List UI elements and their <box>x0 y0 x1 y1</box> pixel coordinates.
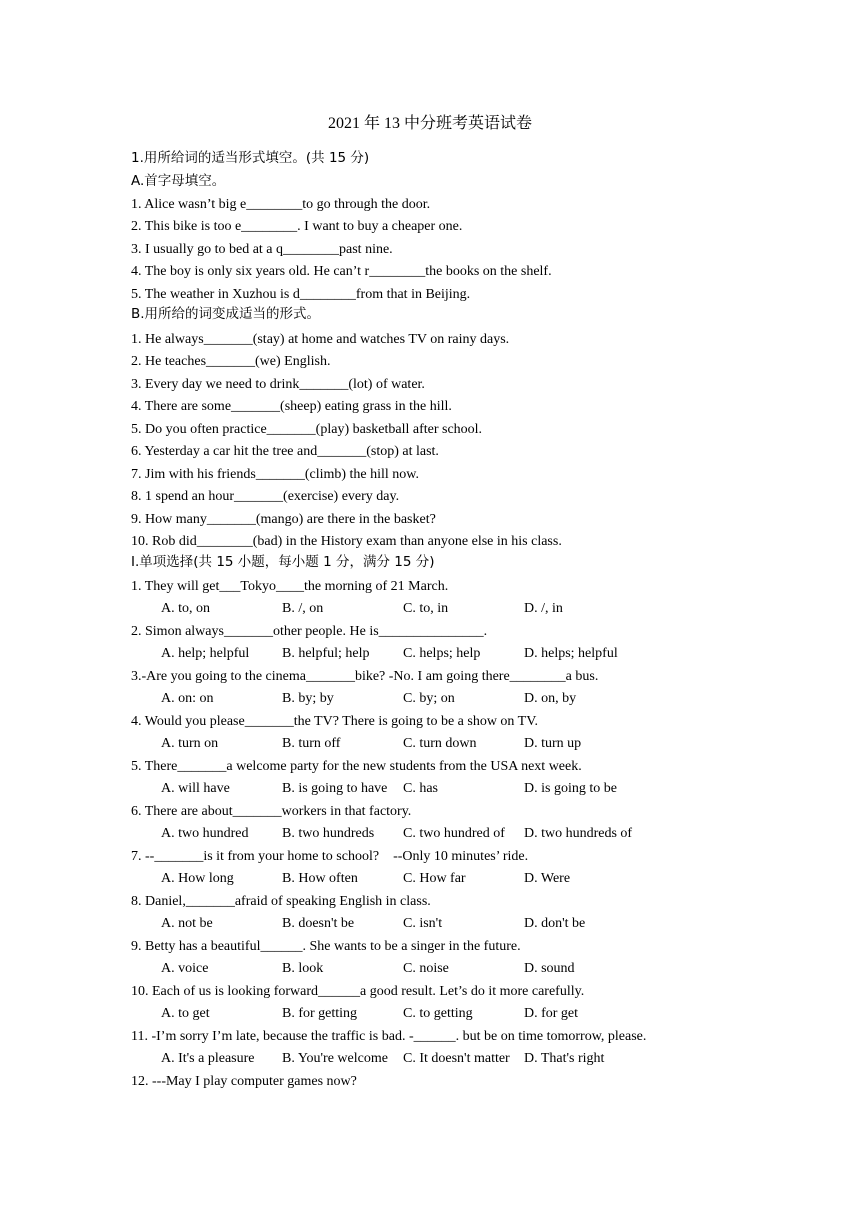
question-5: 5. There_______a welcome party for the new students from the USA next week. <box>131 759 582 774</box>
question-8: 8. Daniel,_______afraid of speaking English in class. <box>131 894 431 909</box>
b-item-2: 2. He teaches_______(we) English. <box>131 354 331 369</box>
q4-option-b: B. turn off <box>282 736 341 751</box>
q2-option-d: D. helps; helpful <box>524 646 618 661</box>
b-item-5: 5. Do you often practice_______(play) basketball after school. <box>131 422 483 437</box>
b-item-9: 9. How many_______(mango) are there in the basket? <box>131 512 436 527</box>
a-item-1: 1. Alice wasn’t big e________to go through the door. <box>131 197 431 212</box>
q5-option-d: D. is going to be <box>524 781 617 796</box>
q4-option-d: D. turn up <box>524 736 582 751</box>
question-12: 12. ---May I play computer games now? <box>131 1074 357 1089</box>
b-item-8: 8. 1 spend an hour_______(exercise) every day. <box>131 489 400 504</box>
q2-option-c: C. helps; help <box>403 646 481 661</box>
part1-heading: 1.用所给词的适当形式填空。(共 15 分) <box>131 150 370 166</box>
q5-option-c: C. has <box>403 781 438 796</box>
q8-option-c: C. isn't <box>403 916 443 931</box>
q7-option-d: D. Were <box>524 871 571 886</box>
q7-option-a: A. How long <box>161 871 234 886</box>
q3-option-c: C. by; on <box>403 691 455 706</box>
a-item-5: 5. The weather in Xuzhou is d________from that in Beijing. <box>131 287 471 302</box>
q11-option-a: A. It's a pleasure <box>161 1051 255 1066</box>
part1-a-heading: A.首字母填空。 <box>131 173 226 189</box>
b-item-10: 10. Rob did________(bad) in the History exam than anyone else in his class. <box>131 534 562 549</box>
q11-option-c: C. It doesn't matter <box>403 1051 510 1066</box>
q2-option-a: A. help; helpful <box>161 646 250 661</box>
q5-option-a: A. will have <box>161 781 230 796</box>
q6-option-a: A. two hundred <box>161 826 249 841</box>
q1-option-d: D. /, in <box>524 601 563 616</box>
q1-option-b: B. /, on <box>282 601 324 616</box>
q11-option-b: B. You're welcome <box>282 1051 388 1066</box>
b-item-3: 3. Every day we need to drink_______(lot) of water. <box>131 377 425 392</box>
part2-heading: I.单项选择(共 15 小题，每小题 1 分，满分 15 分) <box>131 554 435 570</box>
question-7: 7. --_______is it from your home to school? --Only 10 minutes’ ride. <box>131 849 529 864</box>
question-9: 9. Betty has a beautiful______. She wants to be a singer in the future. <box>131 939 521 954</box>
a-item-2: 2. This bike is too e________. I want to buy a cheaper one. <box>131 219 463 234</box>
b-item-1: 1. He always_______(stay) at home and watches TV on rainy days. <box>131 332 510 347</box>
question-1: 1. They will get___Tokyo____the morning of 21 March. <box>131 579 449 594</box>
q8-option-a: A. not be <box>161 916 213 931</box>
b-item-7: 7. Jim with his friends_______(climb) the hill now. <box>131 467 420 482</box>
part1-b-heading: B.用所给的词变成适当的形式。 <box>131 306 321 322</box>
q8-option-b: B. doesn't be <box>282 916 355 931</box>
q9-option-d: D. sound <box>524 961 575 976</box>
b-item-6: 6. Yesterday a car hit the tree and_______(stop) at last. <box>131 444 439 459</box>
q9-option-b: B. look <box>282 961 324 976</box>
q11-option-d: D. That's right <box>524 1051 605 1066</box>
q10-option-c: C. to getting <box>403 1006 473 1021</box>
q7-option-c: C. How far <box>403 871 466 886</box>
q6-option-c: C. two hundred of <box>403 826 505 841</box>
q6-option-d: D. two hundreds of <box>524 826 633 841</box>
q6-option-b: B. two hundreds <box>282 826 375 841</box>
q3-option-a: A. on: on <box>161 691 214 706</box>
q2-option-b: B. helpful; help <box>282 646 370 661</box>
a-item-4: 4. The boy is only six years old. He can’t r________the books on the shelf. <box>131 264 552 279</box>
question-2: 2. Simon always_______other people. He is_______________. <box>131 624 488 639</box>
q4-option-c: C. turn down <box>403 736 477 751</box>
q10-option-a: A. to get <box>161 1006 210 1021</box>
question-3: 3.-Are you going to the cinema_______bike? -No. I am going there________a bus. <box>131 669 599 684</box>
q4-option-a: A. turn on <box>161 736 219 751</box>
q5-option-b: B. is going to have <box>282 781 388 796</box>
q3-option-d: D. on, by <box>524 691 577 706</box>
q3-option-b: B. by; by <box>282 691 334 706</box>
q1-option-a: A. to, on <box>161 601 210 616</box>
q10-option-b: B. for getting <box>282 1006 358 1021</box>
page-title: 2021 年 13 中分班考英语试卷 <box>327 115 532 132</box>
b-item-4: 4. There are some_______(sheep) eating grass in the hill. <box>131 399 452 414</box>
question-6: 6. There are about_______workers in that factory. <box>131 804 412 819</box>
q7-option-b: B. How often <box>282 871 358 886</box>
q8-option-d: D. don't be <box>524 916 586 931</box>
q10-option-d: D. for get <box>524 1006 579 1021</box>
question-10: 10. Each of us is looking forward______a good result. Let’s do it more carefully. <box>131 984 585 999</box>
q1-option-c: C. to, in <box>403 601 449 616</box>
question-11: 11. -I’m sorry I’m late, because the traffic is bad. -______. but be on time tomorrow, please. <box>131 1029 647 1044</box>
q9-option-a: A. voice <box>161 961 209 976</box>
question-4: 4. Would you please_______the TV? There is going to be a show on TV. <box>131 714 539 729</box>
q9-option-c: C. noise <box>403 961 449 976</box>
a-item-3: 3. I usually go to bed at a q________past nine. <box>131 242 393 257</box>
